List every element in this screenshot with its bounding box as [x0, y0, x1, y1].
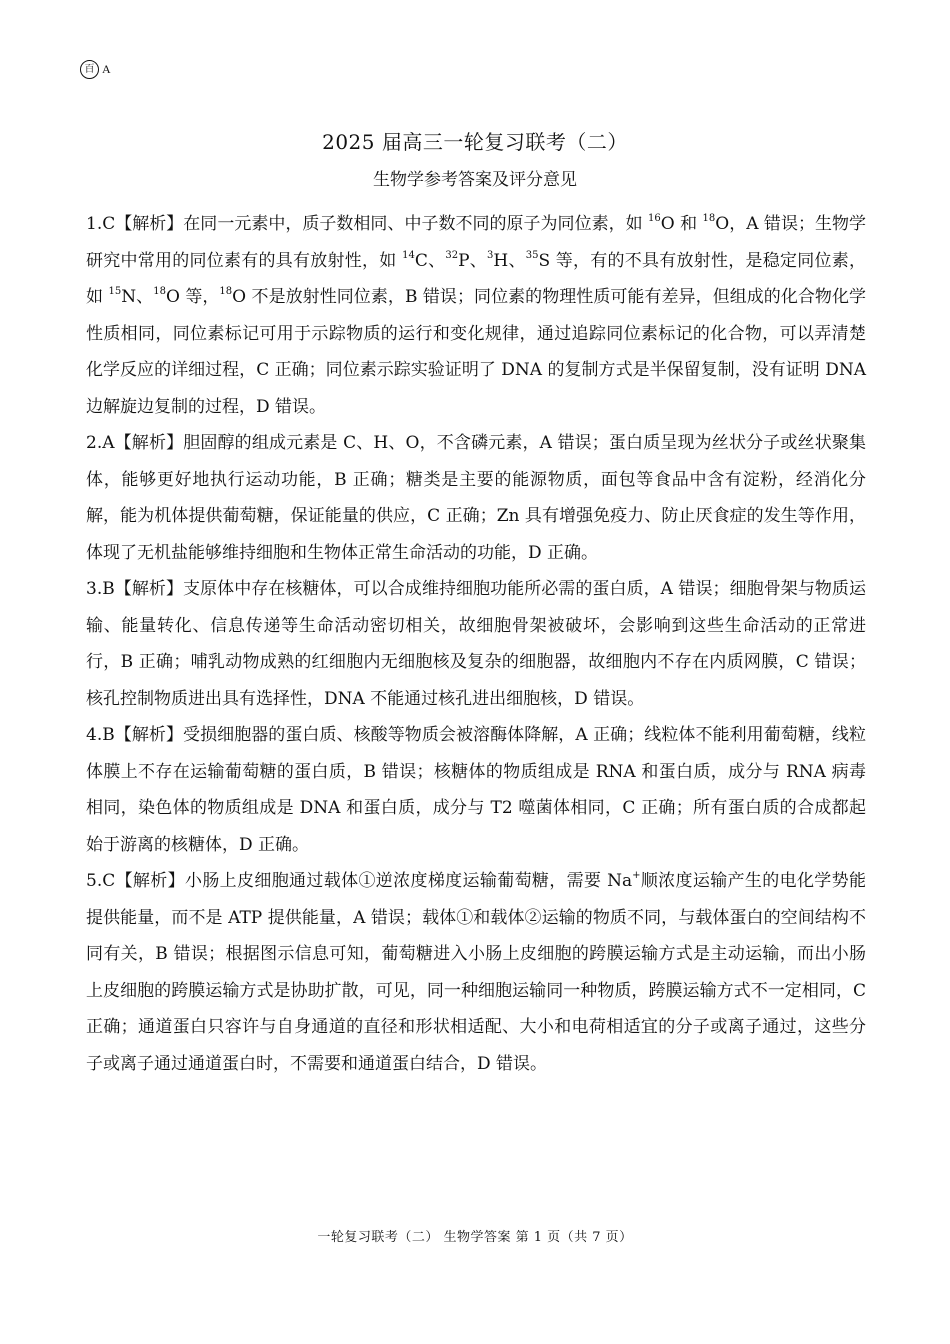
answer-2-text: 胆固醇的组成元素是 C、H、O，不含磷元素，A 错误；蛋白质呈现为丝状分子或丝状聚集体，能够更好地执行运动功能，B 正确；糖类是主要的能源物质，面包等食品中含有淀粉，经消化分解，能为机体提供葡萄糖，保证能量的供应，C 正确；Zn 具有增强免疫力、防止厌食症的发生等作用，体现了无机盐能够维持细胞和生物体正常生命活动的功能，D 正确。 — [86, 433, 866, 563]
answer-1-text: 在同一元素中，质子数相同、中子数不同的原子为同位素，如 — [183, 214, 649, 234]
answer-1 — [86, 206, 866, 425]
superscript: 35 — [525, 249, 539, 261]
superscript: 16 — [648, 213, 661, 225]
superscript: 32 — [445, 249, 459, 261]
answer-1-text: O 等， — [165, 287, 220, 307]
circled-seal-icon: 百 — [80, 60, 99, 79]
superscript: 18 — [153, 286, 166, 298]
page-title: 2025 届高三一轮复习联考（二） — [322, 130, 628, 154]
page-footer: 一轮复习联考（二） 生物学答案 第 1 页（共 7 页） — [317, 1230, 633, 1245]
answer-4-text: 受损细胞器的蛋白质、核酸等物质会被溶酶体降解，A 正确；线粒体不能利用葡萄糖，线粒体膜上不存在运输葡萄糖的蛋白质，B 错误；核糖体的物质组成是 RNA 和蛋白质，成分与 RNA 病毒相同，染色体的物质组成是 DNA 和蛋白质，成分与 T2 噬菌体相同，C 正确；所有蛋白质的合成都起始于游离的核糖体，D 正确。 — [86, 725, 866, 855]
answer-3-text: 支原体中存在核糖体，可以合成维持细胞功能所必需的蛋白质，A 错误；细胞骨架与物质运输、能量转化、信息传递等生命活动密切相关，故细胞骨架被破坏，会影响到这些生命活动的正常进行，B 正确；哺乳动物成熟的红细胞内无细胞核及复杂的细胞器，故细胞内不存在内质网膜，C 错误；核孔控制物质进出具有选择性，DNA 不能通过核孔进出细胞核，D 错误。 — [86, 579, 866, 709]
answer-1-text: O，A 错误；生物学研究中常用的同位素有的具有放射性，如 — [86, 214, 866, 271]
answer-5-text: 小肠上皮细胞通过载体①逆浓度梯度运输葡萄糖，需要 Na — [184, 871, 633, 891]
answer-3 — [86, 571, 866, 717]
answer-1-text: S 等，有的不具有放射性，是稳定同位素，如 — [86, 250, 866, 307]
page-subtitle: 生物学参考答案及评分意见 — [373, 170, 577, 190]
answer-3-prefix: 3.B【解析】 — [86, 579, 184, 599]
answer-1-text: C、 — [414, 250, 446, 271]
corner-mark — [80, 60, 111, 79]
superscript: 18 — [702, 213, 716, 225]
answer-1-text: H、 — [493, 250, 526, 271]
answer-5 — [86, 863, 866, 1082]
answer-5-prefix: 5.C【解析】 — [86, 871, 185, 891]
superscript: 15 — [108, 286, 122, 298]
superscript: 18 — [219, 286, 233, 298]
answer-1-text: O 和 — [660, 214, 703, 234]
answer-2 — [86, 425, 866, 571]
answer-1-text: N、 — [121, 287, 154, 307]
answer-2-prefix: 2.A【解析】 — [86, 433, 184, 453]
version-letter: A — [102, 62, 111, 76]
superscript: 3 — [487, 249, 494, 261]
answer-1-text: P、 — [458, 250, 488, 271]
answer-1-text: O 不是放射性同位素，B 错误；同位素的物理性质可能有差异，但组成的化合物化学性质相同，同位素标记可用于示踪物质的运行和变化规律，通过追踪同位素标记的化合物，可以弄清楚化学反应的详细过程，C 正确；同位素示踪实验证明了 DNA 的复制方式是半保留复制，没有证明 DNA 边解旋边复制的过程，D 错误。 — [86, 287, 867, 417]
superscript: 14 — [402, 249, 415, 261]
answer-4-prefix: 4.B【解析】 — [86, 725, 184, 745]
answer-5-text: 顺浓度运输产生的电化学势能提供能量，而不是 ATP 提供能量，A 错误；载体①和载体②运输的物质不同，与载体蛋白的空间结构不同有关，B 错误；根据图示信息可知，葡萄糖进入小肠上皮细胞的跨膜运输方式是主动运输，而出小肠上皮细胞的跨膜运输方式是协助扩散，可见，同一种细胞运输同一种物质，跨膜运输方式不一定相同，C 正确；通道蛋白只容许与自身通道的直径和形状相适配、大小和电荷相适宜的分子或离子通过，这些分子或离子通过通道蛋白时，不需要和通道蛋白结合，D 错误。 — [86, 871, 866, 1074]
answer-1-prefix: 1.C【解析】 — [86, 214, 184, 234]
answer-4 — [86, 717, 866, 863]
answer-list — [86, 206, 866, 1082]
superscript: + — [632, 870, 641, 882]
